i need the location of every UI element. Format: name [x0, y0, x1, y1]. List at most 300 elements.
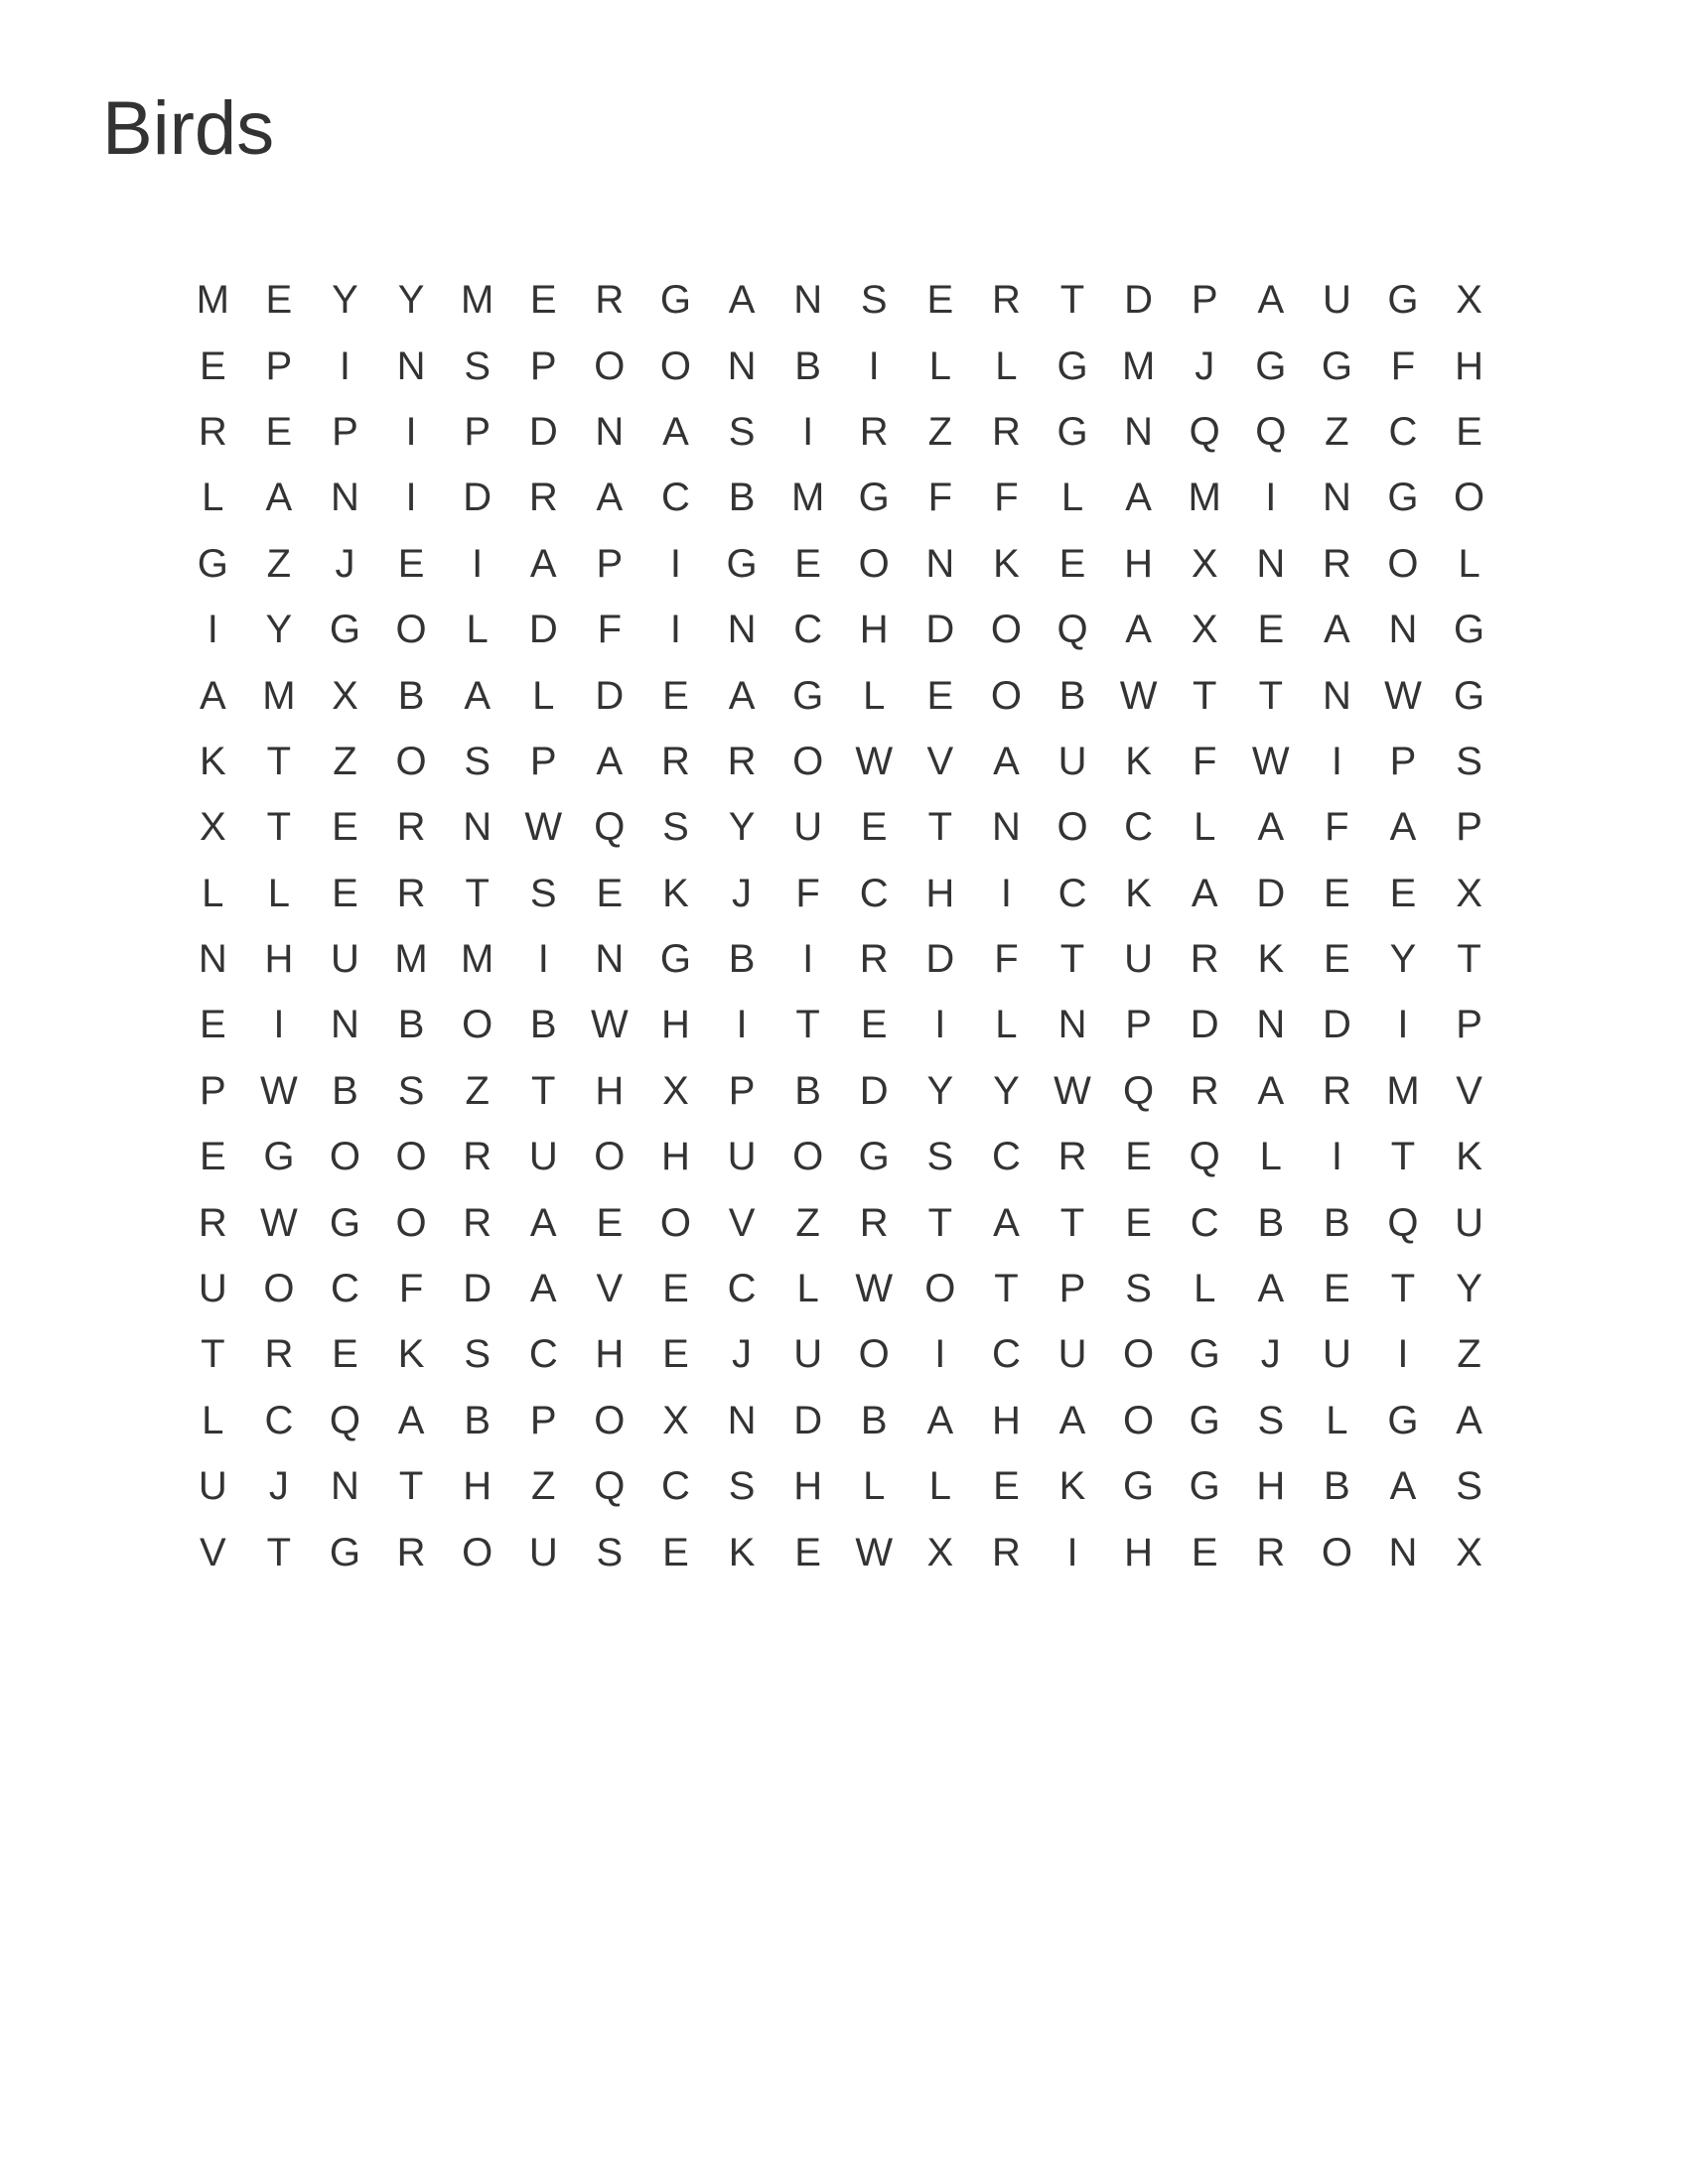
grid-letter: E [1389, 871, 1417, 915]
grid-letter: R [991, 278, 1021, 323]
grid-letter: I [934, 1332, 946, 1377]
word-search-grid [180, 267, 1502, 1585]
grid-letter: E [596, 1200, 624, 1245]
grid-letter: C [1057, 871, 1087, 915]
grid-letter: I [273, 1003, 285, 1047]
grid-letter: P [1456, 1003, 1482, 1047]
grid-letter: H [1124, 541, 1154, 586]
grid-letter: S [1456, 739, 1482, 783]
grid-letter: O [792, 739, 824, 783]
grid-letter: M [1121, 343, 1156, 388]
grid-letter: W [260, 1200, 298, 1245]
grid-letter: P [199, 1068, 226, 1113]
grid-letter: N [198, 937, 227, 982]
grid-letter: J [732, 1332, 753, 1377]
grid-letter: Y [993, 1068, 1020, 1113]
grid-letter: G [1189, 1398, 1220, 1442]
grid-letter: D [925, 608, 955, 652]
grid-letter: L [1259, 1135, 1282, 1179]
grid-letter: S [1125, 1267, 1152, 1311]
grid-letter: Y [728, 805, 756, 850]
grid-letter: Z [266, 541, 292, 586]
grid-letter: E [662, 673, 689, 718]
grid-letter: R [198, 409, 227, 454]
grid-letter: K [397, 1332, 425, 1377]
grid-letter: E [860, 805, 888, 850]
grid-letter: T [994, 1267, 1019, 1311]
grid-letter: C [264, 1398, 294, 1442]
grid-letter: B [794, 343, 821, 388]
grid-letter: P [1389, 739, 1417, 783]
grid-letter: N [1256, 1003, 1286, 1047]
grid-letter: S [397, 1068, 425, 1113]
grid-letter: V [596, 1267, 624, 1311]
grid-letter: M [196, 278, 229, 323]
grid-letter: O [594, 343, 626, 388]
grid-letter: B [728, 937, 756, 982]
grid-letter: A [1125, 608, 1152, 652]
grid-letter: E [199, 1135, 226, 1179]
grid-letter: O [395, 1135, 427, 1179]
grid-letter: U [727, 1135, 757, 1179]
grid-letter: G [1387, 278, 1419, 323]
grid-letter: O [1056, 805, 1088, 850]
grid-letter: E [199, 1003, 226, 1047]
grid-letter: G [1056, 343, 1088, 388]
grid-letter: I [1000, 871, 1012, 915]
grid-letter: C [727, 1267, 757, 1311]
grid-letter: L [928, 1464, 951, 1509]
grid-letter: B [464, 1398, 492, 1442]
grid-letter: N [727, 343, 757, 388]
grid-letter: D [859, 1068, 889, 1113]
grid-letter: G [263, 1135, 295, 1179]
grid-letter: Z [795, 1200, 820, 1245]
grid-letter: G [1387, 1398, 1419, 1442]
grid-letter: I [1397, 1332, 1409, 1377]
grid-letter: O [1321, 1530, 1352, 1574]
grid-letter: W [1054, 1068, 1091, 1113]
grid-letter: T [531, 1068, 556, 1113]
grid-letter: I [802, 937, 814, 982]
grid-letter: Y [926, 1068, 954, 1113]
grid-letter: K [1125, 871, 1152, 915]
grid-letter: R [1190, 937, 1219, 982]
grid-letter: G [197, 541, 228, 586]
grid-letter: A [662, 409, 689, 454]
grid-letter: H [661, 1135, 690, 1179]
grid-letter: S [860, 278, 888, 323]
grid-letter: J [335, 541, 355, 586]
grid-letter: I [669, 541, 682, 586]
grid-letter: D [1256, 871, 1286, 915]
grid-letter: C [1124, 805, 1154, 850]
grid-letter: P [596, 541, 624, 586]
grid-letter: T [398, 1464, 424, 1509]
grid-letter: U [198, 1464, 227, 1509]
grid-letter: U [528, 1530, 558, 1574]
grid-letter: S [1456, 1464, 1482, 1509]
grid-letter: O [858, 1332, 890, 1377]
grid-letter: R [661, 739, 690, 783]
grid-letter: G [329, 608, 361, 652]
grid-letter: N [991, 805, 1021, 850]
grid-letter: E [265, 278, 293, 323]
grid-letter: E [1324, 937, 1350, 982]
grid-letter: K [1125, 739, 1152, 783]
grid-letter: C [661, 1464, 690, 1509]
grid-letter: A [1456, 1398, 1482, 1442]
grid-letter: Y [332, 278, 358, 323]
grid-letter: G [858, 476, 890, 520]
grid-letter: S [1257, 1398, 1285, 1442]
grid-letter: M [461, 278, 494, 323]
grid-letter: F [994, 476, 1019, 520]
grid-letter: E [662, 1267, 689, 1311]
grid-letter: U [1124, 937, 1154, 982]
grid-letter: G [1056, 409, 1088, 454]
grid-letter: H [463, 1464, 492, 1509]
grid-letter: Q [1189, 409, 1220, 454]
grid-letter: R [1256, 1530, 1286, 1574]
grid-letter: A [1257, 805, 1285, 850]
grid-letter: L [202, 871, 224, 915]
grid-letter: E [1125, 1200, 1152, 1245]
grid-letter: R [1057, 1135, 1087, 1179]
grid-letter: G [1387, 476, 1419, 520]
grid-letter: F [1325, 805, 1349, 850]
grid-letter: W [855, 1267, 894, 1311]
grid-letter: N [1057, 1003, 1087, 1047]
grid-letter: N [1256, 541, 1286, 586]
grid-letter: E [662, 1332, 689, 1377]
grid-letter: L [863, 1464, 886, 1509]
grid-letter: O [395, 1200, 427, 1245]
grid-letter: I [736, 1003, 748, 1047]
grid-letter: Z [333, 739, 357, 783]
grid-letter: D [1190, 1003, 1219, 1047]
grid-letter: N [727, 1398, 757, 1442]
grid-letter: R [396, 871, 426, 915]
grid-letter: G [1454, 673, 1485, 718]
grid-letter: N [331, 476, 359, 520]
grid-letter: H [1256, 1464, 1286, 1509]
grid-letter: N [331, 1003, 359, 1047]
grid-letter: O [990, 673, 1022, 718]
grid-letter: L [466, 608, 489, 652]
grid-letter: R [727, 739, 757, 783]
grid-letter: U [1455, 1200, 1484, 1245]
grid-letter: S [464, 1332, 492, 1377]
grid-letter: Q [1387, 1200, 1419, 1245]
grid-letter: B [1058, 673, 1086, 718]
grid-letter: O [659, 1200, 692, 1245]
grid-letter: B [397, 1003, 425, 1047]
grid-letter: E [332, 805, 358, 850]
grid-letter: B [397, 673, 425, 718]
grid-letter: N [595, 937, 625, 982]
grid-letter: R [991, 1530, 1021, 1574]
grid-letter: G [858, 1135, 890, 1179]
grid-letter: U [1057, 1332, 1087, 1377]
grid-letter: B [1324, 1464, 1350, 1509]
grid-letter: B [860, 1398, 888, 1442]
grid-letter: B [728, 476, 756, 520]
grid-letter: T [927, 805, 953, 850]
grid-letter: Y [1456, 1267, 1482, 1311]
grid-letter: E [1191, 1530, 1218, 1574]
grid-letter: M [461, 937, 494, 982]
grid-letter: K [1257, 937, 1285, 982]
grid-letter: B [332, 1068, 358, 1113]
grid-letter: E [397, 541, 425, 586]
grid-letter: L [1194, 805, 1216, 850]
grid-letter: W [855, 1530, 894, 1574]
grid-letter: A [993, 739, 1020, 783]
grid-letter: X [1191, 541, 1218, 586]
grid-letter: S [464, 739, 492, 783]
grid-letter: E [1324, 871, 1350, 915]
grid-letter: J [268, 1464, 289, 1509]
grid-letter: K [199, 739, 226, 783]
grid-letter: N [1124, 409, 1154, 454]
grid-letter: N [1322, 673, 1351, 718]
grid-letter: A [1389, 805, 1417, 850]
grid-letter: G [329, 1530, 361, 1574]
grid-letter: L [1060, 476, 1084, 520]
grid-letter: E [332, 1332, 358, 1377]
grid-letter: R [396, 1530, 426, 1574]
grid-letter: E [860, 1003, 888, 1047]
grid-letter: N [463, 805, 492, 850]
grid-letter: G [1454, 608, 1485, 652]
grid-letter: B [794, 1068, 821, 1113]
grid-letter: S [529, 871, 557, 915]
grid-letter: R [264, 1332, 294, 1377]
grid-letter: I [405, 476, 417, 520]
grid-letter: B [1257, 1200, 1285, 1245]
grid-letter: S [926, 1135, 954, 1179]
grid-letter: T [266, 739, 292, 783]
grid-letter: R [396, 805, 426, 850]
grid-letter: M [1188, 476, 1221, 520]
grid-letter: P [1125, 1003, 1152, 1047]
grid-letter: E [662, 1530, 689, 1574]
grid-letter: O [1454, 476, 1485, 520]
grid-letter: K [993, 541, 1020, 586]
grid-letter: Q [1123, 1068, 1155, 1113]
grid-letter: A [1257, 1267, 1285, 1311]
grid-letter: O [1123, 1398, 1155, 1442]
grid-letter: D [793, 1398, 823, 1442]
grid-letter: T [1390, 1135, 1416, 1179]
grid-letter: H [595, 1068, 625, 1113]
grid-letter: P [529, 739, 557, 783]
grid-letter: O [395, 739, 427, 783]
grid-letter: U [331, 937, 359, 982]
grid-letter: X [662, 1068, 689, 1113]
grid-letter: D [1124, 278, 1154, 323]
grid-letter: Z [1457, 1332, 1481, 1377]
grid-letter: O [594, 1398, 626, 1442]
grid-letter: F [994, 937, 1019, 982]
grid-letter: R [1190, 1068, 1219, 1113]
grid-letter: I [868, 343, 880, 388]
grid-letter: N [727, 608, 757, 652]
grid-letter: E [926, 673, 954, 718]
grid-letter: L [532, 673, 555, 718]
grid-letter: X [332, 673, 358, 718]
grid-letter: E [794, 1530, 821, 1574]
grid-letter: L [202, 476, 224, 520]
grid-letter: I [1066, 1530, 1078, 1574]
grid-letter: G [726, 541, 758, 586]
grid-letter: A [926, 1398, 954, 1442]
grid-letter: P [728, 1068, 756, 1113]
grid-letter: Q [1189, 1135, 1220, 1179]
grid-letter: C [1388, 409, 1418, 454]
grid-letter: A [728, 278, 756, 323]
grid-letter: Y [1389, 937, 1417, 982]
grid-letter: C [331, 1267, 359, 1311]
grid-letter: K [728, 1530, 756, 1574]
grid-letter: R [198, 1200, 227, 1245]
grid-letter: A [529, 541, 557, 586]
grid-letter: F [1192, 739, 1217, 783]
grid-letter: H [793, 1464, 823, 1509]
grid-letter: T [1457, 937, 1481, 982]
grid-letter: P [1456, 805, 1482, 850]
grid-letter: F [597, 608, 623, 652]
grid-letter: O [924, 1267, 956, 1311]
grid-letter: D [463, 476, 492, 520]
grid-letter: E [794, 541, 821, 586]
grid-letter: F [1390, 343, 1416, 388]
grid-letter: O [858, 541, 890, 586]
grid-letter: U [793, 1332, 823, 1377]
grid-letter: E [199, 343, 226, 388]
grid-letter: I [1265, 476, 1277, 520]
grid-letter: M [1386, 1068, 1420, 1113]
grid-letter: G [659, 937, 692, 982]
grid-letter: W [1251, 739, 1290, 783]
grid-letter: A [199, 673, 226, 718]
grid-letter: D [463, 1267, 492, 1311]
grid-letter: R [1322, 1068, 1351, 1113]
grid-letter: D [925, 937, 955, 982]
grid-letter: R [1322, 541, 1351, 586]
grid-letter: I [405, 409, 417, 454]
grid-letter: G [1321, 343, 1352, 388]
grid-letter: E [926, 278, 954, 323]
grid-letter: I [207, 608, 218, 652]
grid-letter: H [859, 608, 889, 652]
grid-letter: K [662, 871, 689, 915]
grid-letter: S [728, 1464, 756, 1509]
grid-letter: R [463, 1135, 492, 1179]
grid-letter: L [1194, 1267, 1216, 1311]
grid-letter: T [266, 1530, 292, 1574]
grid-letter: R [991, 409, 1021, 454]
grid-letter: L [202, 1398, 224, 1442]
grid-letter: B [1324, 1200, 1350, 1245]
grid-letter: R [859, 1200, 889, 1245]
grid-letter: E [993, 1464, 1020, 1509]
grid-letter: P [265, 343, 293, 388]
grid-letter: F [927, 476, 953, 520]
grid-letter: A [1257, 1068, 1285, 1113]
grid-letter: U [198, 1267, 227, 1311]
grid-letter: T [1059, 278, 1085, 323]
grid-letter: O [462, 1003, 493, 1047]
grid-letter: L [995, 1003, 1018, 1047]
grid-letter: D [1322, 1003, 1351, 1047]
grid-letter: J [732, 871, 753, 915]
grid-letter: C [1190, 1200, 1219, 1245]
grid-letter: A [1125, 476, 1152, 520]
grid-letter: X [662, 1398, 689, 1442]
grid-letter: A [529, 1200, 557, 1245]
grid-letter: P [1058, 1267, 1086, 1311]
grid-letter: R [595, 278, 625, 323]
grid-letter: A [397, 1398, 425, 1442]
grid-letter: L [1326, 1398, 1348, 1442]
grid-letter: W [855, 739, 894, 783]
grid-letter: T [1258, 673, 1284, 718]
grid-letter: T [795, 1003, 820, 1047]
grid-letter: A [1257, 278, 1285, 323]
grid-letter: A [529, 1267, 557, 1311]
grid-letter: P [529, 1398, 557, 1442]
grid-letter: D [595, 673, 625, 718]
grid-letter: G [659, 278, 692, 323]
grid-letter: L [928, 343, 951, 388]
grid-letter: E [596, 871, 624, 915]
grid-letter: L [863, 673, 886, 718]
grid-letter: D [528, 409, 558, 454]
grid-letter: U [793, 805, 823, 850]
grid-letter: C [991, 1332, 1021, 1377]
grid-letter: F [795, 871, 820, 915]
grid-letter: W [260, 1068, 298, 1113]
grid-letter: S [728, 409, 756, 454]
grid-letter: T [201, 1332, 225, 1377]
grid-letter: K [1456, 1135, 1482, 1179]
grid-letter: E [265, 409, 293, 454]
grid-letter: P [1191, 278, 1218, 323]
grid-letter: I [1331, 739, 1342, 783]
grid-letter: N [1388, 608, 1418, 652]
grid-letter: W [1119, 673, 1158, 718]
grid-letter: S [662, 805, 689, 850]
grid-letter: G [1189, 1464, 1220, 1509]
grid-letter: I [472, 541, 484, 586]
grid-letter: A [993, 1200, 1020, 1245]
grid-letter: J [1195, 343, 1215, 388]
grid-letter: M [262, 673, 296, 718]
grid-letter: A [728, 673, 756, 718]
grid-letter: H [991, 1398, 1021, 1442]
grid-letter: G [329, 1200, 361, 1245]
grid-letter: L [1458, 541, 1480, 586]
grid-letter: X [1456, 1530, 1482, 1574]
grid-letter: J [1260, 1332, 1281, 1377]
grid-letter: G [1255, 343, 1287, 388]
grid-letter: M [790, 476, 825, 520]
grid-letter: C [991, 1135, 1021, 1179]
grid-letter: U [1322, 1332, 1351, 1377]
grid-letter: I [1397, 1003, 1409, 1047]
